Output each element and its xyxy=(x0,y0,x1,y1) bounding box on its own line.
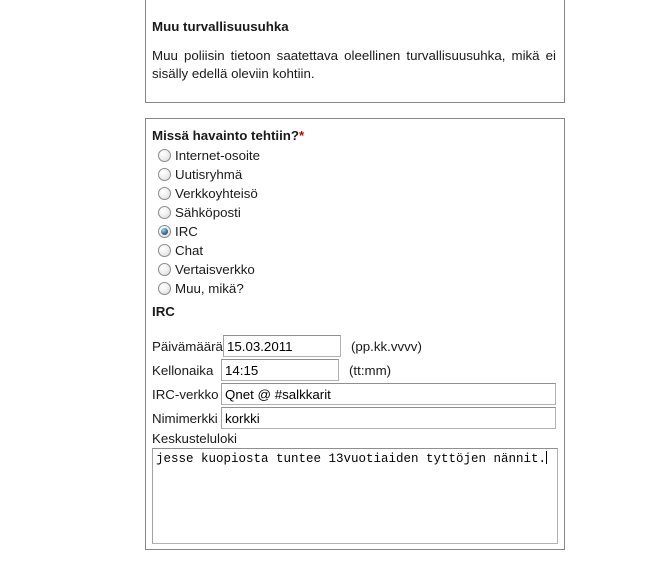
radio-button-icon[interactable] xyxy=(158,206,171,219)
text-cursor xyxy=(546,451,547,464)
field-paivamaara xyxy=(152,334,556,358)
radio-button-icon[interactable] xyxy=(158,187,171,200)
irc-network-input[interactable] xyxy=(221,383,556,405)
question-text: Missä havainto tehtiin? xyxy=(152,128,300,143)
nickname-input[interactable] xyxy=(221,407,556,429)
radio-option-label: Sähköposti xyxy=(175,205,241,220)
radio-option-internet-osoite[interactable] xyxy=(152,146,556,165)
radio-option-verkkoyhteiso[interactable] xyxy=(152,184,556,203)
field-kellonaika xyxy=(152,358,556,382)
question-missa-havainto xyxy=(152,128,556,143)
radio-option-label: Chat xyxy=(175,243,204,258)
time-format-hint: (tt:mm) xyxy=(349,362,392,378)
chat-log-text: jesse kuopiosta tuntee 13vuotiaiden tyttöjen nännit. xyxy=(156,452,547,466)
field-nimimerkki xyxy=(152,406,556,430)
panel-muu-turvallisuusuhka xyxy=(145,0,565,103)
chat-log-label: Keskusteluloki xyxy=(152,431,237,446)
radio-option-irc[interactable] xyxy=(152,222,556,241)
radio-option-uutisryhma[interactable] xyxy=(152,165,556,184)
date-label: Päivämäärä xyxy=(152,338,223,354)
radio-option-label: Uutisryhmä xyxy=(175,167,243,182)
irc-section-heading: IRC xyxy=(152,304,175,319)
radio-option-chat[interactable] xyxy=(152,241,556,260)
radio-button-icon[interactable] xyxy=(158,244,171,257)
irc-fields xyxy=(152,334,556,430)
radio-button-icon[interactable] xyxy=(158,149,171,162)
radio-button-icon[interactable] xyxy=(158,225,171,238)
radio-group-havainto xyxy=(152,146,556,298)
radio-button-icon[interactable] xyxy=(158,168,171,181)
time-label: Kellonaika xyxy=(152,362,214,378)
radio-option-label: Muu, mikä? xyxy=(175,281,244,296)
radio-button-icon[interactable] xyxy=(158,263,171,276)
radio-option-label: Verkkoyhteisö xyxy=(175,186,258,201)
radio-option-label: Internet-osoite xyxy=(175,148,261,163)
required-marker: * xyxy=(299,128,305,143)
radio-option-label: Vertaisverkko xyxy=(175,262,255,277)
muu-turvallisuusuhka-description: Muu poliisin tietoon saatettava oleellinen turvallisuusuhka, mikä ei sisälly edellä oleviin kohtiin. xyxy=(152,48,556,81)
chat-log-textarea[interactable] xyxy=(152,448,558,544)
radio-option-label: IRC xyxy=(175,224,198,239)
radio-option-sahkoposti[interactable] xyxy=(152,203,556,222)
time-input[interactable] xyxy=(221,359,339,381)
field-irc-verkko xyxy=(152,382,556,406)
radio-button-icon[interactable] xyxy=(158,282,171,295)
irc-network-label: IRC-verkko xyxy=(152,386,219,402)
radio-option-vertaisverkko[interactable] xyxy=(152,260,556,279)
date-input[interactable] xyxy=(223,335,341,357)
panel-missa-havainto xyxy=(145,118,565,550)
nickname-label: Nimimerkki xyxy=(152,410,218,426)
section-title-muu-turvallisuusuhka: Muu turvallisuusuhka xyxy=(152,19,289,34)
date-format-hint: (pp.kk.vvvv) xyxy=(350,338,422,354)
radio-option-muu-mika[interactable] xyxy=(152,279,556,298)
